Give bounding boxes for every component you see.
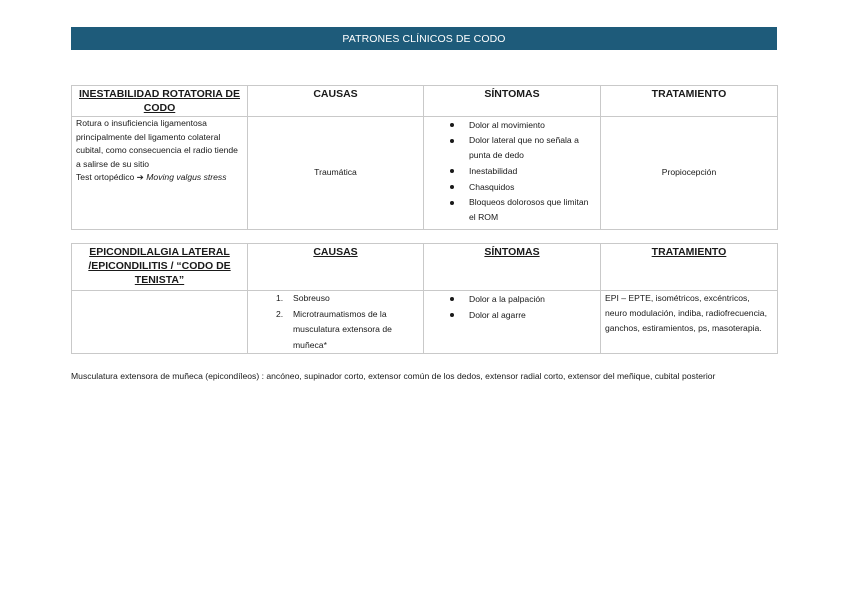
description-cell [72, 117, 248, 230]
list-item: 2. Microtraumatismos de la musculatura extensora de muñeca* [276, 308, 392, 350]
list-item: Dolor a la palpación [469, 291, 596, 307]
table-row [72, 117, 778, 230]
list-item: Chasquidos [469, 179, 596, 195]
empty-cell [72, 291, 248, 354]
table-header-row [72, 86, 778, 117]
description-text: Rotura o insuficiencia ligamentosa principalmente del ligamento colateral cubital, como consecuencia el radio tiende a salirse de su sitio [76, 118, 238, 169]
header-condition: INESTABILIDAD ROTATORIA DE CODO [72, 86, 248, 117]
causas-cell [248, 291, 424, 354]
arrow-icon: ➔ [136, 172, 144, 182]
causas-cell: Traumática [248, 117, 424, 230]
tratamiento-cell: EPI – EPTE, isométricos, excéntricos, neuro modulación, indiba, radiofrecuencia, ganchos, estiramientos, ps, masoterapia. [601, 291, 778, 354]
list-item: Bloqueos dolorosos que limitan el ROM [469, 195, 596, 225]
header-causas: CAUSAS [248, 244, 424, 291]
table-epicondilalgia [71, 243, 778, 354]
sintomas-cell [424, 117, 601, 230]
header-tratamiento: TRATAMIENTO [601, 86, 778, 117]
table-row [72, 291, 778, 354]
table-header-row [72, 244, 778, 291]
causas-list [252, 291, 419, 353]
list-item: Dolor al agarre [469, 307, 596, 323]
sintomas-list [428, 117, 596, 225]
page-title-banner [71, 27, 777, 50]
header-condition: EPICONDILALGIA LATERAL /EPICONDILITIS / “CODO DE TENISTA” [72, 244, 248, 291]
test-prefix: Test ortopédico [76, 172, 135, 182]
header-causas: CAUSAS [248, 86, 424, 117]
sintomas-cell [424, 291, 601, 354]
sintomas-list [428, 291, 596, 323]
list-item: Dolor lateral que no señala a punta de dedo [469, 133, 596, 163]
list-item: Inestabilidad [469, 163, 596, 179]
test-name: Moving valgus stress [146, 172, 227, 182]
header-sintomas: SÍNTOMAS [424, 86, 601, 117]
orthopedic-test [76, 171, 243, 185]
footnote: Musculatura extensora de muñeca (epicondíleos) : ancóneo, supinador corto, extensor común de los dedos, extensor radial corto, extensor del meñique, cubital posterior [71, 371, 716, 381]
header-tratamiento: TRATAMIENTO [601, 244, 778, 291]
table-inestabilidad [71, 85, 778, 230]
header-sintomas: SÍNTOMAS [424, 244, 601, 291]
tratamiento-cell: Propiocepción [601, 117, 778, 230]
list-item: 1. Sobreuso [276, 293, 330, 303]
list-item: Dolor al movimiento [469, 117, 596, 133]
page-title: PATRONES CLÍNICOS DE CODO [342, 32, 506, 45]
